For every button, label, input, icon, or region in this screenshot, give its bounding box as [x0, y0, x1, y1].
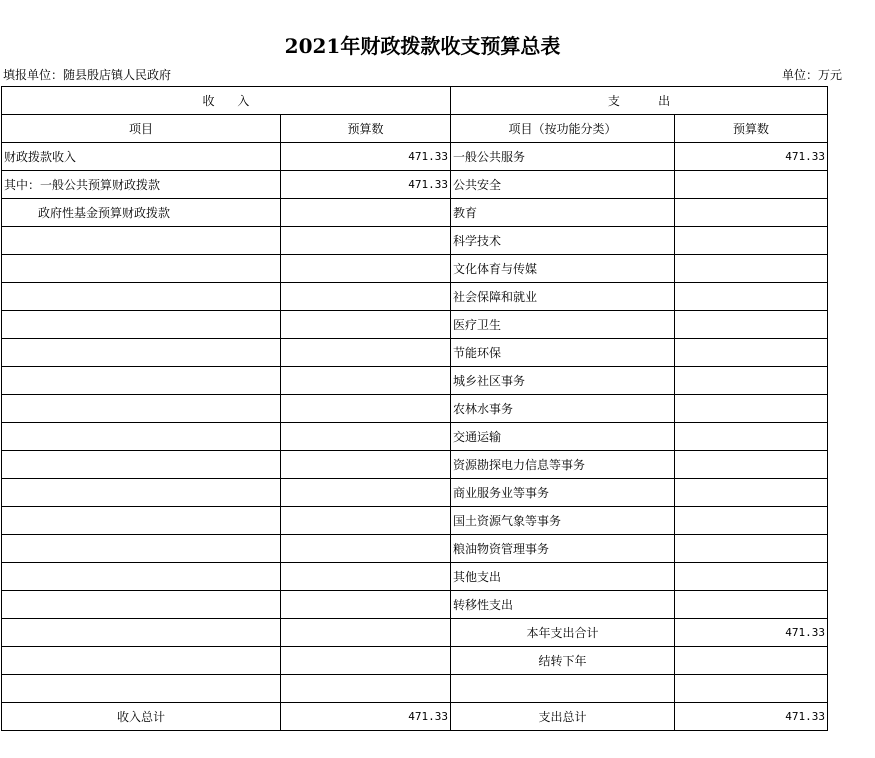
col-header-income-item: 项目 [2, 115, 281, 143]
income-item-cell [2, 395, 281, 423]
income-budget-cell [281, 479, 451, 507]
income-item-cell [2, 451, 281, 479]
income-item-cell [2, 283, 281, 311]
table-row [2, 591, 828, 619]
expense-item-cell: 本年支出合计 [451, 619, 675, 647]
table-row [2, 703, 828, 731]
expense-item-cell: 教育 [451, 199, 675, 227]
income-item-cell [2, 619, 281, 647]
table-row [2, 367, 828, 395]
expense-item-cell: 医疗卫生 [451, 311, 675, 339]
income-budget-cell [281, 451, 451, 479]
table-row [2, 619, 828, 647]
table-row [2, 535, 828, 563]
table-row [2, 423, 828, 451]
table-row [2, 227, 828, 255]
expense-budget-cell [675, 311, 828, 339]
table-row [2, 647, 828, 675]
table-row [2, 451, 828, 479]
income-budget-cell [281, 675, 451, 703]
expense-item-cell: 科学技术 [451, 227, 675, 255]
expense-item-cell: 转移性支出 [451, 591, 675, 619]
expense-budget-cell: 471.33 [675, 703, 828, 731]
income-budget-cell: 471.33 [281, 171, 451, 199]
table-row [2, 563, 828, 591]
table-row [2, 143, 828, 171]
col-header-expense-item: 项目（按功能分类） [451, 115, 675, 143]
col-header-income-budget: 预算数 [281, 115, 451, 143]
income-budget-cell: 471.33 [281, 143, 451, 171]
expense-budget-cell [675, 507, 828, 535]
expense-item-cell: 商业服务业等事务 [451, 479, 675, 507]
table-row [2, 255, 828, 283]
income-item-cell [2, 227, 281, 255]
section-header-row [2, 87, 828, 115]
expense-item-cell: 支出总计 [451, 703, 675, 731]
expense-item-cell: 农林水事务 [451, 395, 675, 423]
expense-item-cell: 城乡社区事务 [451, 367, 675, 395]
expense-budget-cell [675, 591, 828, 619]
expense-item-cell: 一般公共服务 [451, 143, 675, 171]
income-budget-cell [281, 535, 451, 563]
currency-unit: 单位：万元 [781, 68, 842, 82]
expense-item-cell: 其他支出 [451, 563, 675, 591]
table-row [2, 675, 828, 703]
column-header-row [2, 115, 828, 143]
expense-budget-cell [675, 647, 828, 675]
income-item-cell [2, 311, 281, 339]
income-item-cell [2, 647, 281, 675]
page-title: 2021年财政拨款收支预算总表 [284, 34, 561, 58]
expense-item-cell: 资源勘探电力信息等事务 [451, 451, 675, 479]
table-row [2, 479, 828, 507]
table-row [2, 339, 828, 367]
income-item-cell [2, 563, 281, 591]
expense-budget-cell [675, 535, 828, 563]
expense-item-cell: 节能环保 [451, 339, 675, 367]
table-row [2, 395, 828, 423]
income-item-cell [2, 591, 281, 619]
expense-budget-cell [675, 255, 828, 283]
income-budget-cell [281, 563, 451, 591]
income-budget-cell [281, 591, 451, 619]
table-row [2, 507, 828, 535]
expense-budget-cell [675, 171, 828, 199]
expense-item-cell: 粮油物资管理事务 [451, 535, 675, 563]
income-budget-cell [281, 227, 451, 255]
expense-item-cell: 文化体育与传媒 [451, 255, 675, 283]
income-budget-cell [281, 339, 451, 367]
expense-item-cell: 结转下年 [451, 647, 675, 675]
reporting-unit: 填报单位：随县殷店镇人民政府 [3, 68, 172, 82]
expense-budget-cell: 471.33 [675, 143, 828, 171]
income-item-cell [2, 367, 281, 395]
table-row [2, 311, 828, 339]
expense-budget-cell [675, 339, 828, 367]
income-budget-cell [281, 199, 451, 227]
expense-budget-cell [675, 395, 828, 423]
col-header-expense-budget: 预算数 [675, 115, 828, 143]
expense-budget-cell [675, 479, 828, 507]
income-item-cell: 财政拨款收入 [2, 143, 281, 171]
income-budget-cell [281, 507, 451, 535]
income-item-cell [2, 423, 281, 451]
income-budget-cell [281, 283, 451, 311]
expense-budget-cell [675, 367, 828, 395]
income-item-cell [2, 255, 281, 283]
expense-budget-cell: 471.33 [675, 619, 828, 647]
income-item-cell [2, 535, 281, 563]
income-item-cell: 收入总计 [2, 703, 281, 731]
income-budget-cell [281, 423, 451, 451]
expense-budget-cell [675, 451, 828, 479]
expense-item-cell: 社会保障和就业 [451, 283, 675, 311]
income-budget-cell [281, 619, 451, 647]
expense-item-cell: 公共安全 [451, 171, 675, 199]
income-item-cell [2, 479, 281, 507]
expense-budget-cell [675, 283, 828, 311]
expense-budget-cell [675, 675, 828, 703]
table-row [2, 283, 828, 311]
expense-item-cell: 交通运输 [451, 423, 675, 451]
expense-budget-cell [675, 423, 828, 451]
budget-table [1, 86, 828, 731]
income-item-cell [2, 507, 281, 535]
table-row [2, 199, 828, 227]
income-section-header: 收 入 [2, 87, 451, 115]
table-row [2, 171, 828, 199]
income-item-cell [2, 339, 281, 367]
expense-budget-cell [675, 227, 828, 255]
income-item-cell [2, 675, 281, 703]
income-item-cell: 政府性基金预算财政拨款 [2, 199, 281, 227]
income-budget-cell [281, 255, 451, 283]
income-budget-cell [281, 647, 451, 675]
expense-section-header: 支 出 [451, 87, 828, 115]
income-budget-cell: 471.33 [281, 703, 451, 731]
expense-item-cell [451, 675, 675, 703]
income-budget-cell [281, 367, 451, 395]
expense-budget-cell [675, 199, 828, 227]
expense-item-cell: 国土资源气象等事务 [451, 507, 675, 535]
income-item-cell: 其中：一般公共预算财政拨款 [2, 171, 281, 199]
income-budget-cell [281, 311, 451, 339]
expense-budget-cell [675, 563, 828, 591]
income-budget-cell [281, 395, 451, 423]
